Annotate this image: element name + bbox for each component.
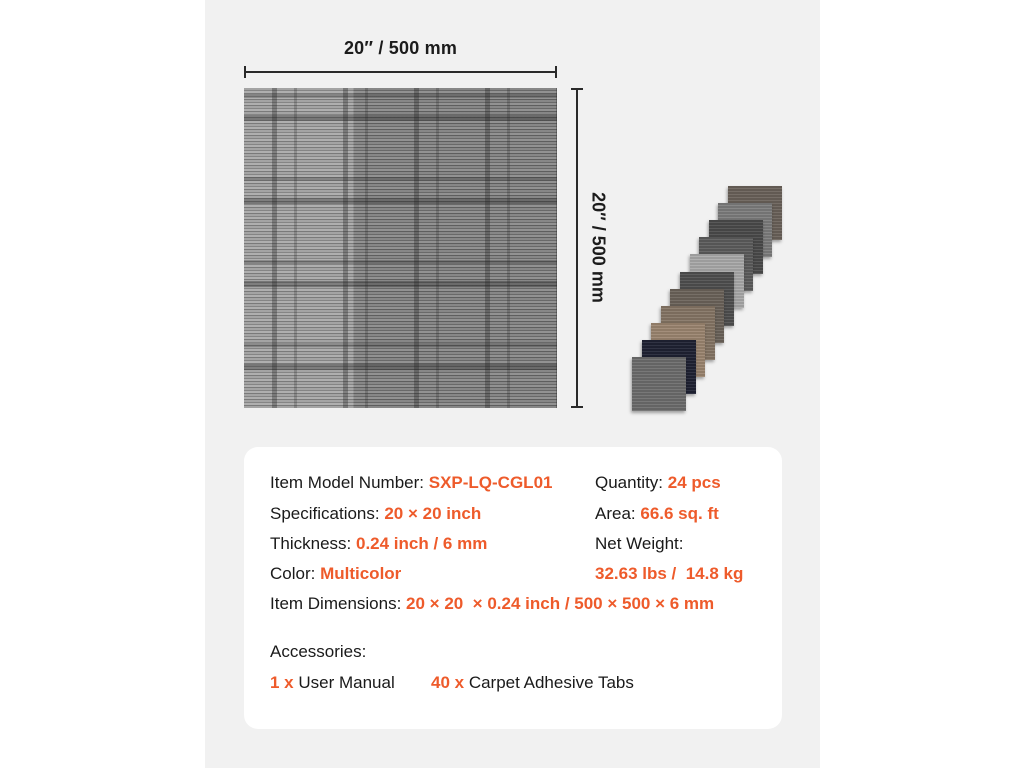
accessory-qty: 40 x [431,673,465,692]
spec-net-weight-label [595,534,684,554]
spec-net-weight-value [595,564,743,584]
spec-quantity [595,473,721,493]
spec-value: 24 pcs [667,473,721,492]
accessory-qty: 1 x [270,673,294,692]
spec-item-dimensions [270,594,714,614]
spec-value: 32.63 lbs / 14.8 kg [595,564,744,583]
tile-color-stack [632,186,782,411]
spec-label: Quantity: [595,473,668,492]
spec-card [244,447,782,729]
spec-label: Item Dimensions: [270,594,407,613]
spec-value: 66.6 sq. ft [640,504,719,523]
spec-color [270,564,401,584]
spec-value: 20 × 20 × 0.24 inch / 500 × 500 × 6 mm [406,594,715,613]
spec-value: 20 × 20 inch [384,504,482,523]
spec-label: Thickness: [270,534,356,553]
spec-model [270,473,552,493]
accessory-name: Carpet Adhesive Tabs [464,673,634,692]
spec-value: 0.24 inch / 6 mm [355,534,488,553]
accessory-item [431,673,634,693]
tile-swatch [632,357,686,411]
spec-label: Item Model Number: [270,473,429,492]
spec-value: SXP-LQ-CGL01 [428,473,553,492]
spec-label: Net Weight: [595,534,684,553]
accessory-name: User Manual [293,673,395,692]
width-dimension-line [244,71,557,73]
height-dimension-label: 20″ / 500 mm [588,192,609,303]
spec-label: Area: [595,504,641,523]
spec-label: Color: [270,564,321,583]
accessories-title-text: Accessories: [270,642,367,661]
carpet-tile-image [244,88,557,408]
spec-thickness [270,534,487,554]
spec-label: Specifications: [270,504,385,523]
accessory-item [270,673,395,693]
width-dimension-label: 20″ / 500 mm [343,38,458,58]
spec-area [595,504,719,524]
spec-value: Multicolor [320,564,402,583]
height-dimension-line [576,88,578,408]
spec-specifications [270,504,481,524]
accessories-title [270,642,366,662]
